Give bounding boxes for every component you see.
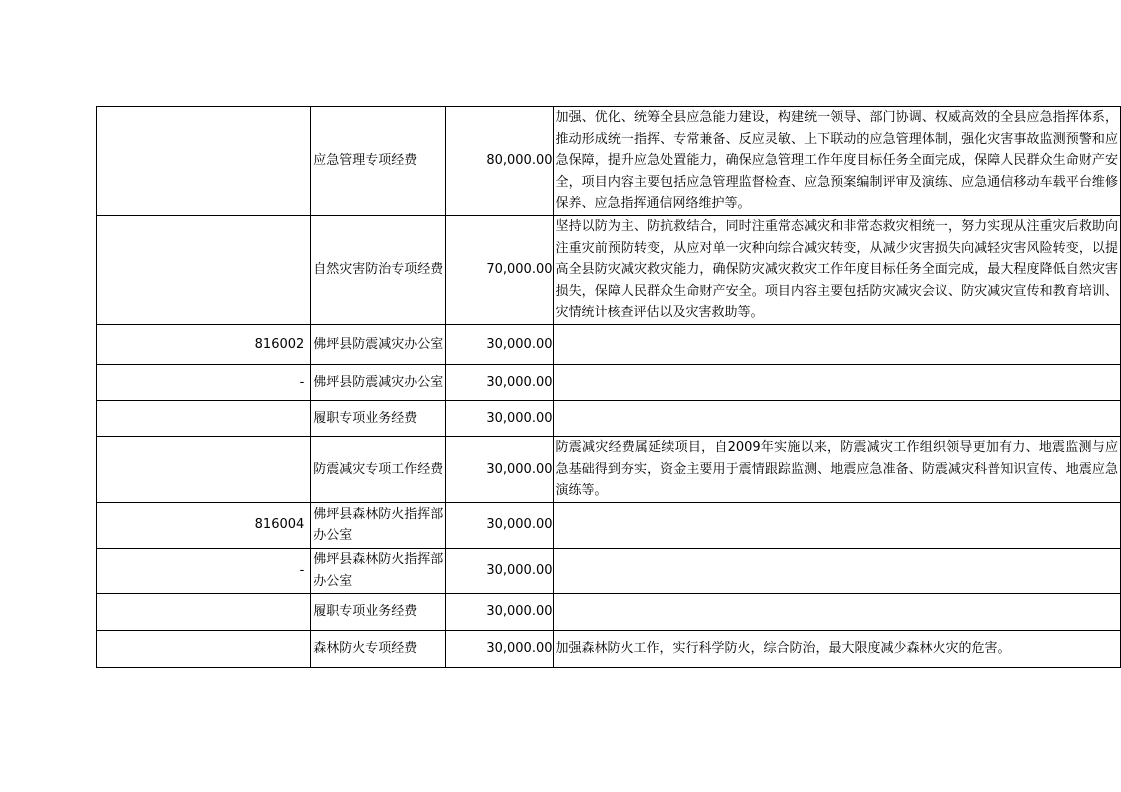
project-name-cell: 佛坪县防震减灾办公室 bbox=[311, 325, 446, 365]
unit-code-cell: - bbox=[97, 365, 311, 401]
description-cell bbox=[553, 502, 1120, 548]
table-row bbox=[97, 216, 1121, 325]
table-row bbox=[97, 630, 1121, 667]
unit-code-cell: - bbox=[97, 548, 311, 593]
project-name-cell: 防震减灾专项工作经费 bbox=[311, 437, 446, 503]
amount-cell: 30,000.00 bbox=[446, 325, 554, 365]
unit-code-cell bbox=[97, 437, 311, 503]
project-name-cell: 应急管理专项经费 bbox=[311, 107, 446, 216]
amount-cell: 30,000.00 bbox=[446, 437, 554, 503]
amount-cell: 30,000.00 bbox=[446, 365, 554, 401]
description-cell bbox=[553, 401, 1120, 437]
unit-code-cell bbox=[97, 216, 311, 325]
unit-code-cell: 816004 bbox=[97, 502, 311, 548]
project-name-cell: 履职专项业务经费 bbox=[311, 401, 446, 437]
unit-code-cell bbox=[97, 593, 311, 630]
table-row bbox=[97, 437, 1121, 503]
description-cell bbox=[553, 548, 1120, 593]
project-name-cell: 自然灾害防治专项经费 bbox=[311, 216, 446, 325]
amount-cell: 30,000.00 bbox=[446, 548, 554, 593]
amount-cell: 30,000.00 bbox=[446, 502, 554, 548]
description-cell bbox=[553, 593, 1120, 630]
description-cell: 加强、优化、统筹全县应急能力建设，构建统一领导、部门协调、权威高效的全县应急指挥体系，推动形成统一指挥、专常兼备、反应灵敏、上下联动的应急管理体制，强化灾害事故监测预警和应急保障，提升应急处置能力，确保应急管理工作年度目标任务全面完成，保障人民群众生命财产安全，项目内容主要包括应急管理监督检查、应急预案编制评审及演练、应急通信移动车载平台维修保养、应急指挥通信网络维护等。 bbox=[553, 107, 1120, 216]
amount-cell: 70,000.00 bbox=[446, 216, 554, 325]
description-cell: 坚持以防为主、防抗救结合，同时注重常态减灾和非常态救灾相统一，努力实现从注重灾后救助向注重灾前预防转变，从应对单一灾种向综合减灾转变，从减少灾害损失向减轻灾害风险转变，以提高全县防灾减灾救灾能力，确保防灾减灾救灾工作年度目标任务全面完成，最大程度降低自然灾害损失，保障人民群众生命财产安全。项目内容主要包括防灾减灾会议、防灾减灾宣传和教育培训、灾情统计核查评估以及灾害救助等。 bbox=[553, 216, 1120, 325]
amount-cell: 30,000.00 bbox=[446, 630, 554, 667]
description-cell bbox=[553, 325, 1120, 365]
project-name-cell: 佛坪县森林防火指挥部办公室 bbox=[311, 502, 446, 548]
table-row bbox=[97, 548, 1121, 593]
table-row bbox=[97, 401, 1121, 437]
description-cell bbox=[553, 365, 1120, 401]
unit-code-cell bbox=[97, 630, 311, 667]
table-row bbox=[97, 107, 1121, 216]
amount-cell: 30,000.00 bbox=[446, 593, 554, 630]
unit-code-cell bbox=[97, 107, 311, 216]
table-row bbox=[97, 365, 1121, 401]
project-name-cell: 佛坪县森林防火指挥部办公室 bbox=[311, 548, 446, 593]
description-cell: 防震减灾经费属延续项目，自2009年实施以来，防震减灾工作组织领导更加有力、地震监测与应急基础得到夯实，资金主要用于震情跟踪监测、地震应急准备、防震减灾科普知识宣传、地震应急演练等。 bbox=[553, 437, 1120, 503]
unit-code-cell: 816002 bbox=[97, 325, 311, 365]
project-name-cell: 森林防火专项经费 bbox=[311, 630, 446, 667]
amount-cell: 30,000.00 bbox=[446, 401, 554, 437]
table-row bbox=[97, 325, 1121, 365]
table-row bbox=[97, 593, 1121, 630]
table-row bbox=[97, 502, 1121, 548]
project-name-cell: 佛坪县防震减灾办公室 bbox=[311, 365, 446, 401]
amount-cell: 80,000.00 bbox=[446, 107, 554, 216]
unit-code-cell bbox=[97, 401, 311, 437]
description-cell: 加强森林防火工作，实行科学防火，综合防治，最大限度减少森林火灾的危害。 bbox=[553, 630, 1120, 667]
budget-project-table bbox=[96, 106, 1121, 668]
project-name-cell: 履职专项业务经费 bbox=[311, 593, 446, 630]
